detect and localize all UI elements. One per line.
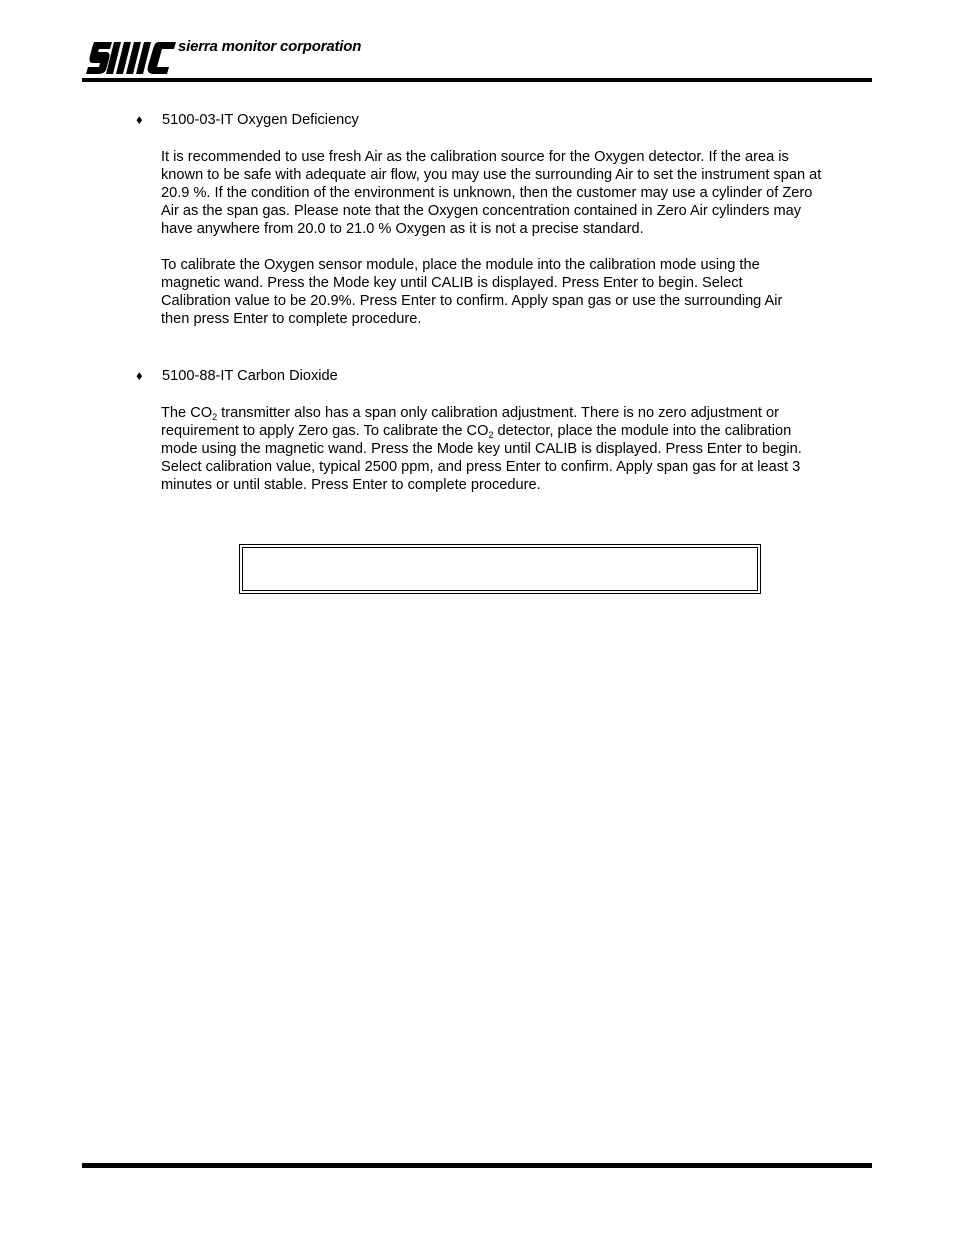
- empty-note-box: [239, 544, 761, 594]
- header-rule: [82, 78, 872, 82]
- text-line: 20.9 %. If the condition of the environment is unknown, then the customer may use a cylinder of Zero: [161, 185, 813, 201]
- subscript: 2: [488, 430, 494, 440]
- page-header: [82, 38, 872, 82]
- text-run: requirement to apply Zero gas. To calibrate the CO: [161, 423, 489, 439]
- bullet-diamond-icon: ♦: [136, 112, 143, 127]
- text-line: have anywhere from 20.0 to 21.0 % Oxygen as it is not a precise standard.: [161, 221, 644, 237]
- company-name: sierra monitor corporation: [178, 38, 362, 55]
- text-line: Select calibration value, typical 2500 ppm, and press Enter to confirm. Apply span gas for at least 3: [161, 459, 801, 475]
- bullet-diamond-icon: ♦: [136, 368, 143, 383]
- oxygen-paragraph-1: [161, 148, 873, 238]
- co2-paragraph: [161, 404, 873, 494]
- text-line: known to be safe with adequate air flow, you may use the surrounding Air to set the instrument span at: [161, 167, 822, 183]
- note-box-inner: [242, 547, 758, 591]
- text-line: Calibration value to be 20.9%. Press Enter to confirm. Apply span gas or use the surrounding Air: [161, 293, 783, 309]
- text-line: magnetic wand. Press the Mode key until CALIB is displayed. Press Enter to begin. Select: [161, 275, 743, 291]
- text-run: detector, place the module into the calibration: [493, 423, 792, 439]
- text-line: minutes or until stable. Press Enter to complete procedure.: [161, 477, 541, 493]
- text-line: It is recommended to use fresh Air as the calibration source for the Oxygen detector. If the area is: [161, 149, 789, 165]
- text-line: Air as the span gas. Please note that the Oxygen concentration contained in Zero Air cylinders may: [161, 203, 802, 219]
- text-run: The CO: [161, 405, 213, 421]
- section-title: 5100-88-IT Carbon Dioxide: [162, 368, 338, 384]
- footer-rule: [82, 1163, 872, 1168]
- text-line: [161, 422, 873, 440]
- text-line: [161, 404, 873, 422]
- text-run: transmitter also has a span only calibration adjustment. There is no zero adjustment or: [217, 405, 779, 421]
- section-title: 5100-03-IT Oxygen Deficiency: [162, 112, 359, 128]
- text-line: To calibrate the Oxygen sensor module, place the module into the calibration mode using the: [161, 257, 760, 273]
- text-line: mode using the magnetic wand. Press the Mode key until CALIB is displayed. Press Enter to begin.: [161, 441, 802, 457]
- subscript: 2: [212, 412, 218, 422]
- text-line: then press Enter to complete procedure.: [161, 311, 422, 327]
- oxygen-paragraph-2: [161, 256, 873, 328]
- smc-logo: [84, 38, 176, 78]
